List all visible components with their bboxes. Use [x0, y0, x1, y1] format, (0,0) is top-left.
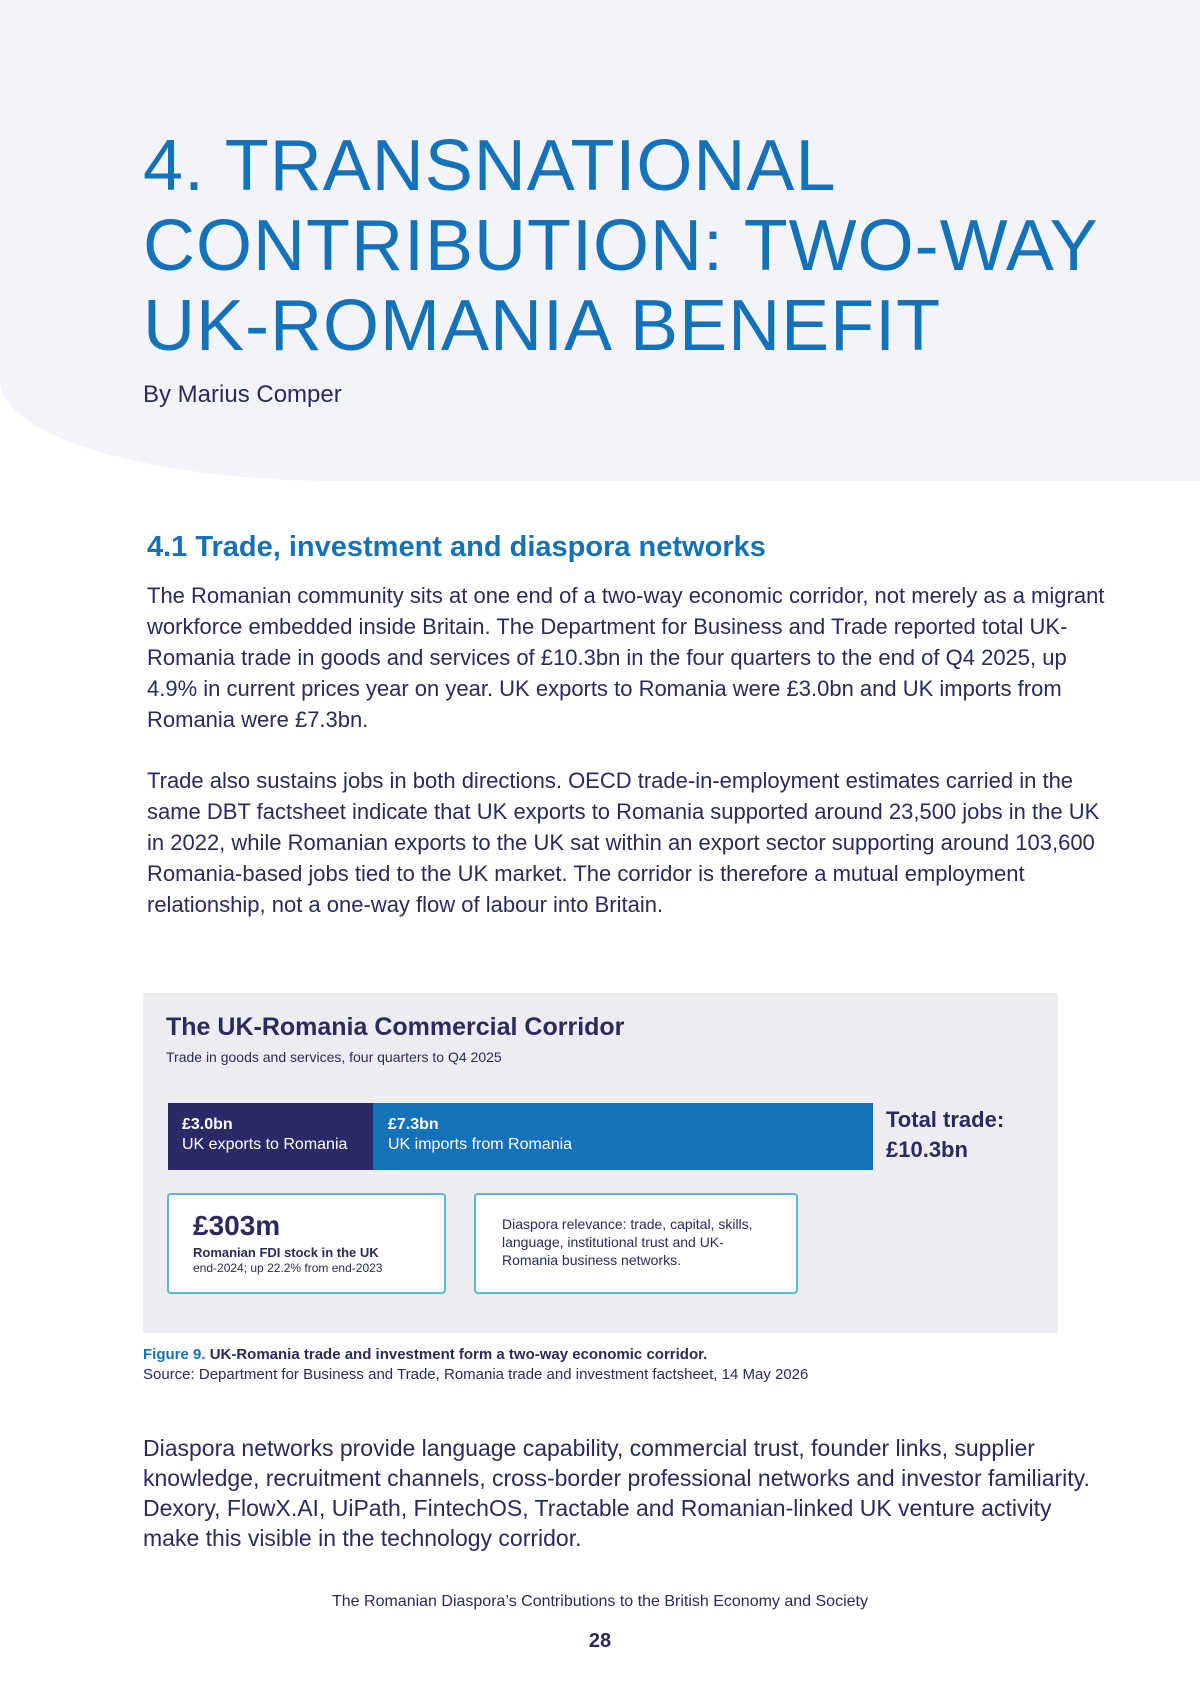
- figure-caption: [143, 1345, 1093, 1385]
- footer-title: The Romanian Diaspora’s Contributions to the British Economy and Society: [332, 1593, 868, 1610]
- body-paragraph: Diaspora networks provide language capability, commercial trust, founder links, supplier knowledge, recruitment channels, cross-border professional networks and investor familiarity. Dexory, FlowX.AI, UiPath, FintechOS, Tractable and Romanian-linked UK venture activity make this visible in the technology corridor.: [143, 1435, 1090, 1551]
- diaspora-card: [474, 1193, 798, 1294]
- page-title-line: 4. TRANSNATIONAL: [143, 126, 837, 206]
- page-title-line: UK-ROMANIA BENEFIT: [143, 286, 942, 366]
- fdi-card: [167, 1193, 446, 1294]
- total-trade-value: £10.3bn: [886, 1137, 968, 1162]
- total-trade-caption: Total trade:: [886, 1107, 1005, 1132]
- chart-subtitle: Trade in goods and services, four quarters to Q4 2025: [166, 1049, 502, 1065]
- figure-panel: [143, 993, 1058, 1333]
- total-trade-label: [886, 1105, 1046, 1165]
- bar-uk-exports: [168, 1103, 373, 1170]
- bar-category-label: UK exports to Romania: [182, 1136, 348, 1153]
- fdi-label: Romanian FDI stock in the UK: [193, 1245, 379, 1260]
- figure-caption-text: UK-Romania trade and investment form a two-way economic corridor.: [209, 1346, 708, 1363]
- section-heading: 4.1 Trade, investment and diaspora networks: [147, 531, 766, 563]
- figure-source: Source: Department for Business and Trade, Romania trade and investment factsheet, 14 May 2026: [143, 1366, 809, 1383]
- body-paragraph: Trade also sustains jobs in both directions. OECD trade-in-employment estimates carried in the same DBT factsheet indicate that UK exports to Romania supported around 23,500 jobs in the UK in 2022, while Romanian exports to the UK sat within an export sector supporting around 103,600 Romania-based jobs tied to the UK market. The corridor is therefore a mutual employment relationship, not a one-way flow of labour into Britain.: [147, 768, 1100, 917]
- page-title: [143, 126, 1143, 366]
- diaspora-text: Diaspora relevance: trade, capital, skills, language, institutional trust and UK-Romania business networks.: [502, 1216, 753, 1268]
- fdi-value: £303m: [193, 1210, 281, 1241]
- bar-category-label: UK imports from Romania: [388, 1136, 573, 1153]
- fdi-note: end-2024; up 22.2% from end-2023: [193, 1261, 383, 1275]
- chart-title: The UK-Romania Commercial Corridor: [166, 1013, 625, 1041]
- page-title-line: CONTRIBUTION: TWO-WAY: [143, 206, 1099, 286]
- page-number: 28: [588, 1630, 612, 1652]
- bar-value-label: £7.3bn: [388, 1116, 439, 1133]
- figure-label: Figure 9.: [143, 1346, 206, 1363]
- bar-value-label: £3.0bn: [182, 1116, 233, 1133]
- body-paragraph: The Romanian community sits at one end of a two-way economic corridor, not merely as a migrant workforce embedded inside Britain. The Department for Business and Trade reported total UK-Romania trade in goods and services of £10.3bn in the four quarters to the end of Q4 2025, up 4.9% in current prices year on year. UK exports to Romania were £3.0bn and UK imports from Romania were £7.3bn.: [147, 583, 1105, 732]
- bar-uk-imports: [373, 1103, 873, 1170]
- byline: By Marius Comper: [143, 381, 342, 408]
